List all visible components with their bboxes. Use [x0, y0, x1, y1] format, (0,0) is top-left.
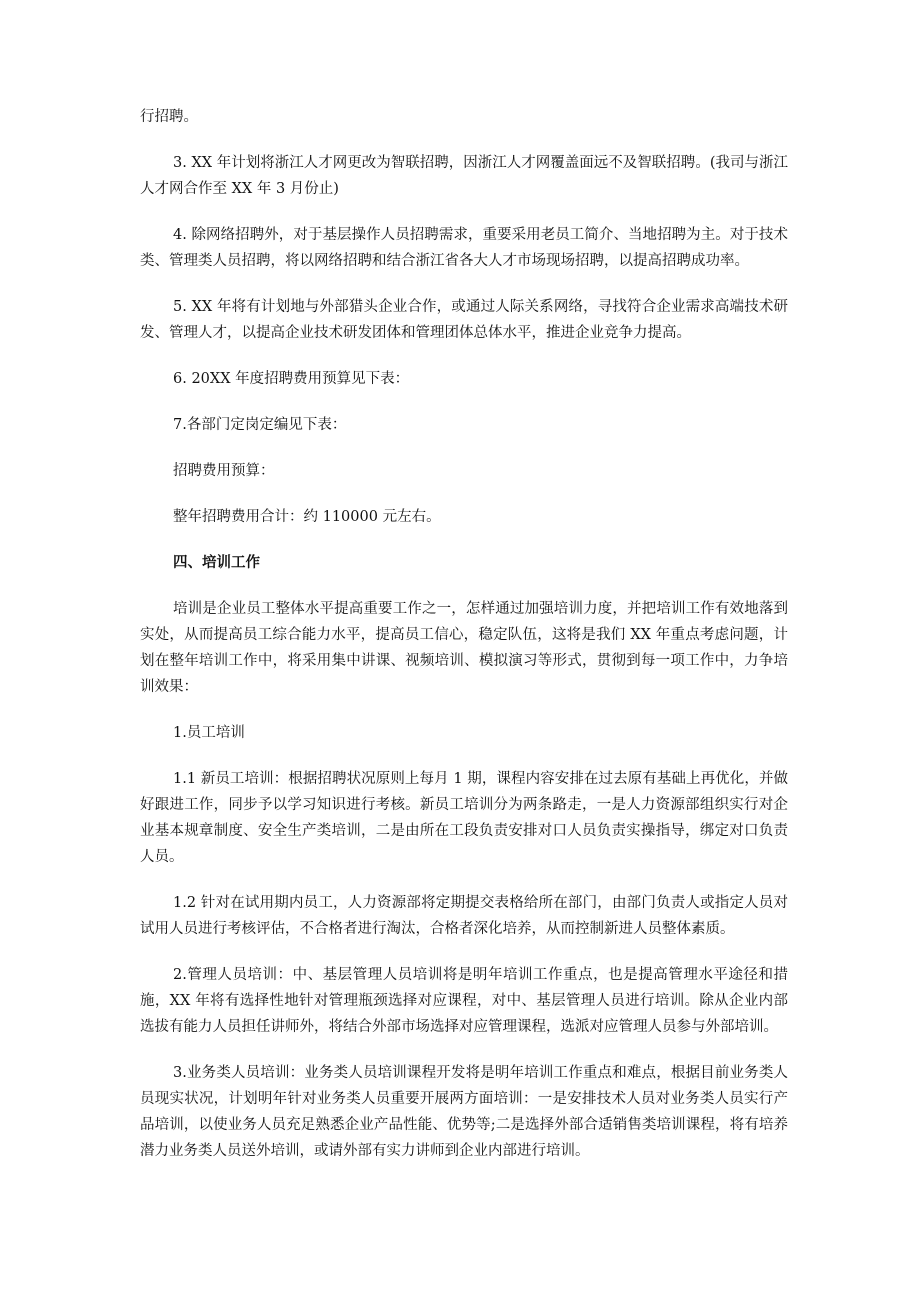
paragraph-item-4: 4. 除网络招聘外，对于基层操作人员招聘需求，重要采用老员工简介、当地招聘为主。对于技术类、管理类人员招聘，将以网络招聘和结合浙江省各大人才市场现场招聘，以提高招聘成功率。 [140, 227, 788, 269]
paragraph-continuation: 行招聘。 [140, 109, 198, 125]
paragraph-training-intro: 培训是企业员工整体水平提高重要工作之一，怎样通过加强培训力度，并把培训工作有效地落到实处，从而提高员工综合能力水平，提高员工信心，稳定队伍，这将是我们 XX 年重点考虑问题，计划在整年培训工作中，将采用集中讲课、视频培训、模拟演习等形式，贯彻到每一项工作中，力争培训效果： [140, 601, 788, 695]
paragraph-item-5: 5. XX 年将有计划地与外部猎头企业合作，或通过人际关系网络，寻找符合企业需求高端技术研发、管理人才，以提高企业技术研发团体和管理团体总体水平，推进企业竞争力提高。 [140, 299, 788, 341]
paragraph-sales-training: 3.业务类人员培训：业务类人员培训课程开发将是明年培训工作重点和难点，根据目前业务类人员现实状况，计划明年针对业务类人员重要开展两方面培训：一是安排技术人员对业务类人员实行产品培训，以使业务人员充足熟悉企业产品性能、优势等;二是选择外部合适销售类培训课程，将有培养潜力业务类人员送外培训，或请外部有实力讲师到企业内部进行培训。 [140, 1065, 788, 1159]
paragraph-new-employee-training: 1.1 新员工培训：根据招聘状况原则上每月 1 期，课程内容安排在过去原有基础上再优化，并做好跟进工作，同步予以学习知识进行考核。新员工培训分为两条路走，一是人力资源部组织实行对企业基本规章制度、安全生产类培训，二是由所在工段负责安排对口人员负责实操指导，绑定对口负责人员。 [140, 771, 788, 865]
paragraph-management-training: 2.管理人员培训：中、基层管理人员培训将是明年培训工作重点，也是提高管理水平途径和措施，XX 年将有选择性地针对管理瓶颈选择对应课程，对中、基层管理人员进行培训。除从企业内部选拔有能力人员担任讲师外，将结合外部市场选择对应管理课程，选派对应管理人员参与外部培训。 [140, 967, 788, 1035]
paragraph-budget-label: 招聘费用预算： [173, 463, 275, 479]
paragraph-item-6: 6. 20XX 年度招聘费用预算见下表： [173, 371, 410, 387]
paragraph-item-7: 7.各部门定岗定编见下表： [173, 417, 347, 433]
document-page [140, 104, 788, 1164]
paragraph-budget-total: 整年招聘费用合计：约 110000 元左右。 [173, 509, 441, 525]
paragraph-item-3: 3. XX 年计划将浙江人才网更改为智联招聘，因浙江人才网覆盖面远不及智联招聘。(我司与浙江人才网合作至 XX 年 3 月份止) [140, 155, 788, 197]
section-heading-training: 四、培训工作 [173, 554, 260, 571]
paragraph-employee-training: 1.员工培训 [173, 725, 245, 741]
paragraph-probation-training: 1.2 针对在试用期内员工，人力资源部将定期提交表格给所在部门，由部门负责人或指定人员对试用人员进行考核评估，不合格者进行淘汰，合格者深化培养，从而控制新进人员整体素质。 [140, 895, 788, 937]
